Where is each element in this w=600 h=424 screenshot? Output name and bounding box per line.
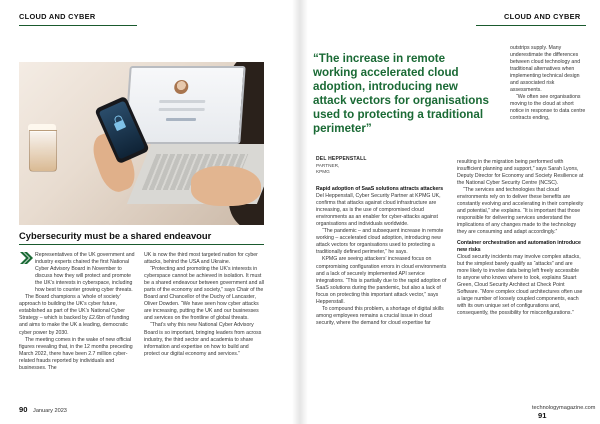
subheading: Rapid adoption of SaaS solutions attracts attackers — [316, 186, 444, 192]
avatar-icon — [174, 80, 189, 94]
right-page — [300, 0, 600, 424]
photo-glass — [29, 130, 57, 172]
page-footer — [532, 405, 600, 420]
login-button — [166, 118, 196, 121]
issue-date: January 2023 — [33, 408, 67, 414]
section-tag-rule — [19, 25, 137, 26]
section-tag: CLOUD AND CYBER — [504, 12, 581, 21]
page-number: 91 — [538, 411, 547, 420]
login-field — [159, 108, 205, 111]
paragraph: To compound this problem, a shortage of digital skills among employees remains a crucial issue in cloud security, where the demand for cloud expertise far — [316, 305, 444, 326]
byline-title: PARTNER, — [316, 163, 340, 168]
paragraph: resulting in the migration being performed with insufficient planning and support,” says Sarah Lyons, Deputy Director for Economy and Society Resilience at the National Cyber Security Centre (NCSC). — [457, 159, 584, 187]
page-number: 90 — [19, 405, 28, 414]
spine-shadow — [292, 0, 308, 424]
photo-laptop-screen — [124, 66, 245, 144]
byline-name: DEL HEPPENSTALL — [316, 156, 367, 162]
paragraph: Representatives of the UK government and industry experts chaired the first National Cyber Advisory Board in November to discuss how they will protect and promote the UK’s interests in cyberspace, including how best to counter growing cyber threats. — [35, 252, 135, 294]
paragraph: Del Heppenstall, Cyber Security Partner at KPMG UK, confirms that attacks against cloud infrastructure are increasing, as is the use of compromised cloud environments as an enabler for cyber-attacks against organisations and individuals worldwide. — [316, 193, 441, 228]
body-column-2-top — [510, 45, 586, 123]
paragraph: “Protecting and promoting the UK’s interests in cyberspace cannot be achieved in isolation. It must be a shared endeavour between government and all parts of the economy and society,” says Chair of the Board and Chancellor of the Duchy of Lancaster, Oliver Dowden. “We have seen how cyber attacks are increasing, putting the UK and our businesses and services on the frontline of global threats. — [144, 266, 264, 322]
paragraph: The Board champions a ‘whole of society’ approach to building the UK’s cyber future, established as part of the UK’s National Cyber Strategy – which is backed by £2.6bn of funding and aims to make the UK a leading, democratic cyber power by 2030. — [19, 294, 130, 336]
subheading: Container orchestration and automation introduce new risks — [457, 239, 581, 253]
section-tag: CLOUD AND CYBER — [19, 12, 96, 21]
photo-hand — [191, 166, 261, 206]
body-column-2-bottom — [457, 159, 584, 317]
paragraph: outstrips supply. Many underestimate the differences between cloud technology and traditional alternatives when implementing technical design and associated risk assessments. — [510, 45, 581, 94]
pull-quote-text: The increase in remote working accelerated cloud adoption, introducing new attack vectors for organisations used to protecting a traditional perimeter — [313, 52, 489, 136]
body-column-1 — [316, 186, 450, 327]
close-quote-mark: ” — [365, 122, 372, 136]
paragraph: “The services and technologies that cloud environments rely on to deliver these benefits are constantly evolving and accelerating in their complexity and potential,” she explains. “It is important that those responsible for delivering services understand the implications of any changes made to the technology they are consuming and adapt accordingly.” — [457, 187, 584, 236]
open-quote-mark: “ — [313, 52, 319, 65]
body-column-1 — [19, 252, 137, 372]
body-column-2 — [144, 252, 264, 358]
page-footer — [19, 405, 67, 414]
byline-organisation: KPMG — [316, 169, 330, 174]
pull-quote — [313, 52, 491, 137]
paragraph: The meeting comes in the wake of new official figures revealing that, in the 12 months preceding March 2022, there have been 2.7 million cyber-related frauds reported by individuals and businesses. The — [19, 336, 133, 371]
article-headline: Cybersecurity must be a shared endeavour — [19, 230, 212, 241]
paragraph: “That’s why this new National Cyber Advisory Board is so important, bringing leaders from across industry, the third sector and academia to share information and expertise on how to build and protect our digital economy and services.” — [144, 322, 262, 357]
section-tag-rule — [476, 25, 586, 26]
headline-rule — [19, 244, 264, 245]
paragraph: “The pandemic – and subsequent increase in remote working – accelerated cloud adoption, introducing new attack vectors for organisations used to protecting a traditionally defined perimeter,” he says. — [316, 228, 444, 256]
paragraph: UK is now the third most targeted nation for cyber attacks, behind the USA and Ukraine. — [144, 252, 258, 266]
site-url: technologymagazine.com — [532, 405, 596, 411]
paragraph: “We often see organisations moving to the cloud at short notice in response to data centre contracts ending, — [510, 94, 586, 122]
paragraph: Cloud security incidents may involve complex attacks, but the simplest barely qualify as “attacks” and are more likely to involve data being left freely accessible to anyone who knows where to look, explains Stuart Green, Cloud Security Architect at Check Point Software. “More complex cloud architectures often use a large number of loosely coupled components, each with its own unique set of configurations and, consequently, the possibility for misconfigurations.” — [457, 253, 583, 316]
paragraph: KPMG are seeing attackers’ increased focus on compromising configuration errors in cloud environments and a lack of securely implemented API service integrations. “This is partially due to the rapid adoption of SaaS solutions during the pandemic, but also a lack of focus on protecting this important attack vector,” says Heppenstall. — [316, 256, 447, 305]
feature-photo — [19, 62, 264, 225]
byline-role — [316, 163, 339, 175]
login-field — [159, 100, 205, 103]
